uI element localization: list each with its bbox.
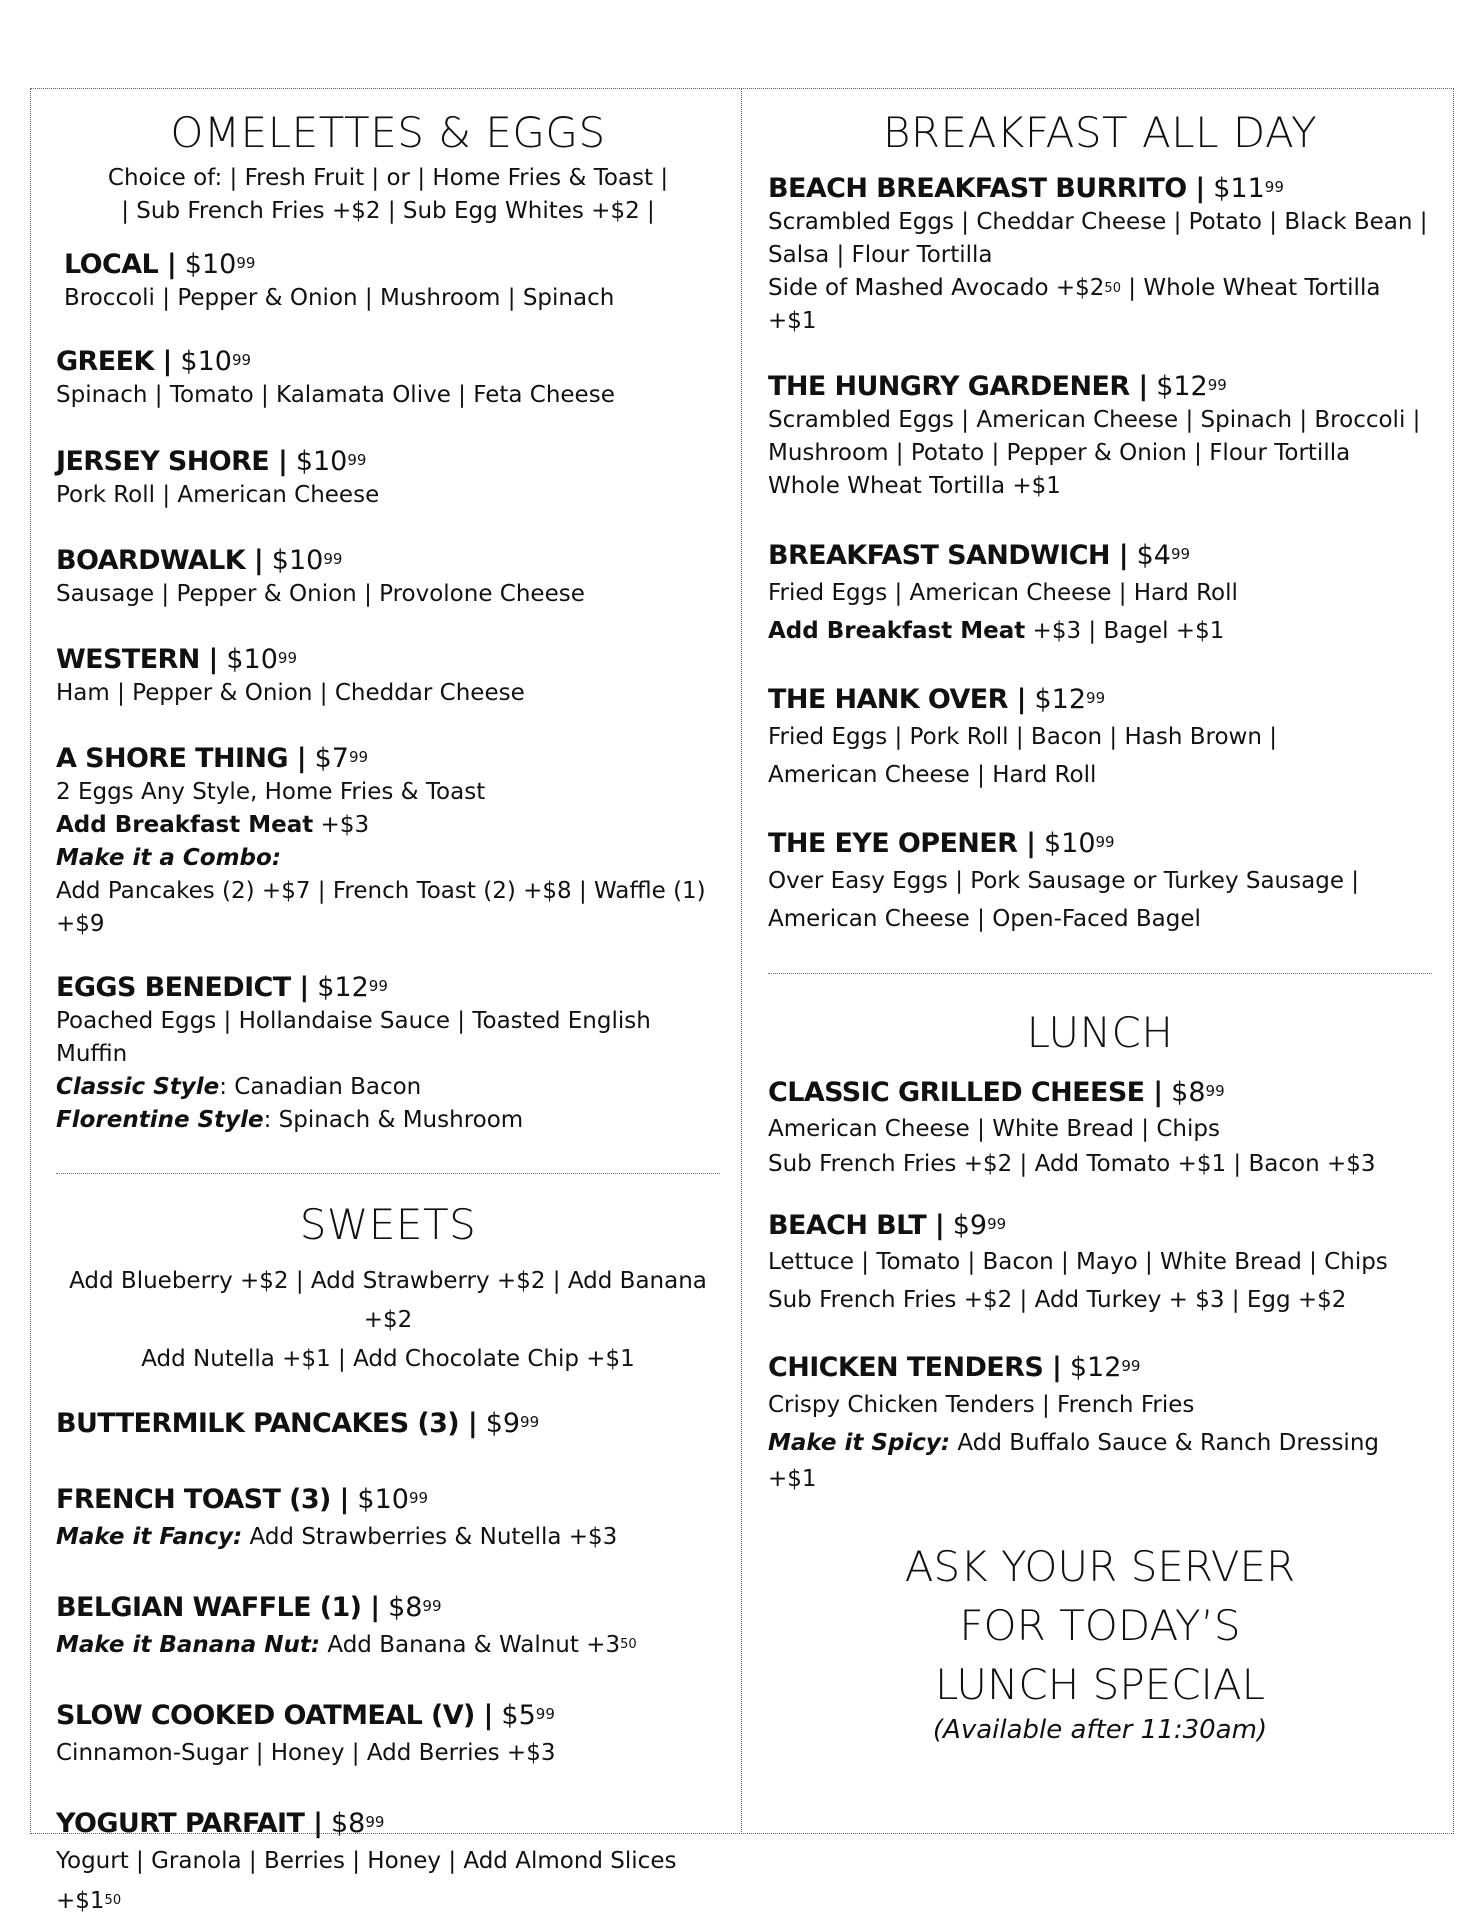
menu-item-eye-opener bbox=[768, 827, 1432, 937]
item-addon: Add Breakfast Meat +$3 | Bagel +$1 bbox=[768, 618, 1225, 645]
menu-item-yogurt-parfait bbox=[56, 1807, 720, 1921]
sweets-addons-line2: Add Nutella +$1 | Add Chocolate Chip +$1 bbox=[141, 1346, 635, 1373]
item-desc-line2: American Cheese | Open-Faced Bagel bbox=[768, 906, 1201, 933]
item-desc: Poached Eggs | Hollandaise Sauce | Toasted English Muffin bbox=[56, 1008, 651, 1068]
menu-item-hank-over bbox=[768, 683, 1432, 793]
menu-item-grilled-cheese bbox=[768, 1076, 1432, 1181]
breakfast-title: BREAKFAST ALL DAY bbox=[882, 108, 1318, 157]
lunch-availability: (Available after 11:30am) bbox=[932, 1715, 1268, 1746]
lunch-special-line3: LUNCH SPECIAL bbox=[934, 1660, 1266, 1710]
omelettes-title: OMELETTES & EGGS bbox=[170, 108, 606, 157]
item-addon: Add Breakfast Meat +$3 bbox=[56, 812, 370, 839]
item-desc-line1: Fried Eggs | American Cheese | Hard Roll bbox=[768, 580, 1238, 607]
florentine-style: Florentine Style: Spinach & Mushroom bbox=[56, 1107, 524, 1134]
item-name: BEACH BLT | bbox=[768, 1210, 945, 1242]
item-name: GREEK | bbox=[56, 346, 172, 378]
menu-item-chicken-tenders bbox=[768, 1351, 1432, 1497]
item-price: $\$12^{99}$ bbox=[1034, 684, 1106, 716]
item-name: BUTTERMILK PANCAKES (3) | bbox=[56, 1408, 478, 1440]
item-name: JERSEY SHORE | bbox=[56, 446, 288, 478]
item-name: YOGURT PARFAIT | bbox=[56, 1808, 323, 1840]
lunch-special-line2: FOR TODAY’S bbox=[959, 1601, 1241, 1651]
item-price: $\$10^{99}$ bbox=[226, 644, 298, 676]
item-price: $\$7^{99}$ bbox=[314, 743, 369, 775]
item-name: BELGIAN WAFFLE (1) | bbox=[56, 1592, 380, 1624]
item-price: $\$8^{99}$ bbox=[388, 1592, 442, 1624]
item-desc-line3: Side of Mashed Avocado $+\$2^{50}$ | Whole Wheat Tortilla +$1 bbox=[768, 275, 1381, 335]
item-name: BEACH BREAKFAST BURRITO | bbox=[768, 173, 1205, 205]
item-spicy: Make it Spicy: Add Buffalo Sauce & Ranch Dressing +$1 bbox=[768, 1430, 1379, 1493]
item-desc-line1: Scrambled Eggs | American Cheese | Spinach | Broccoli | bbox=[768, 407, 1421, 434]
item-price: $\$10^{99}$ bbox=[295, 446, 367, 478]
item-desc: Broccoli | Pepper & Onion | Mushroom | Spinach bbox=[64, 285, 615, 312]
sweets-title: SWEETS bbox=[299, 1200, 477, 1250]
menu-item-hungry-gardener bbox=[768, 370, 1432, 503]
item-price: $\$12^{99}$ bbox=[1069, 1352, 1141, 1384]
menu-item-oatmeal bbox=[56, 1699, 720, 1773]
menu-item-boardwalk bbox=[56, 544, 720, 611]
item-desc: Spinach | Tomato | Kalamata Olive | Feta Cheese bbox=[56, 382, 615, 409]
right-column bbox=[768, 88, 1432, 1746]
item-name: EGGS BENEDICT | bbox=[56, 972, 309, 1004]
menu-item-beach-blt bbox=[768, 1209, 1432, 1319]
item-price: $\$4^{99}$ bbox=[1136, 540, 1191, 572]
item-name: BREAKFAST SANDWICH | bbox=[768, 540, 1128, 572]
item-desc-line1: Lettuce | Tomato | Bacon | Mayo | White Bread | Chips bbox=[768, 1249, 1388, 1276]
item-desc-line1: Over Easy Eggs | Pork Sausage or Turkey Sausage | bbox=[768, 868, 1360, 895]
item-price: $\$10^{99}$ bbox=[271, 545, 343, 577]
item-price: $\$10^{99}$ bbox=[357, 1484, 429, 1516]
item-name: LOCAL | bbox=[64, 249, 177, 281]
item-price: $\$11^{99}$ bbox=[1213, 173, 1284, 205]
item-desc-line1: Fried Eggs | Pork Roll | Bacon | Hash Brown | bbox=[768, 724, 1277, 751]
item-price: $\$10^{99}$ bbox=[184, 249, 256, 281]
item-name: THE HANK OVER | bbox=[768, 684, 1026, 716]
item-name: SLOW COOKED OATMEAL (V) | bbox=[56, 1700, 493, 1732]
item-desc: Pork Roll | American Cheese bbox=[56, 482, 380, 509]
item-name: CLASSIC GRILLED CHEESE | bbox=[768, 1077, 1163, 1109]
item-desc: 2 Eggs Any Style, Home Fries & Toast bbox=[56, 779, 486, 806]
item-desc: Make it Banana Nut: Add Banana & Walnut $+3^{50}$ bbox=[56, 1632, 637, 1659]
omelettes-choice-line2: | Sub French Fries +$2 | Sub Egg Whites +$2 | bbox=[121, 198, 655, 225]
item-desc: Sausage | Pepper & Onion | Provolone Cheese bbox=[56, 581, 585, 608]
item-name: THE EYE OPENER | bbox=[768, 828, 1036, 860]
item-desc-line1: Scrambled Eggs | Cheddar Cheese | Potato | Black Bean | bbox=[768, 209, 1428, 236]
item-name: WESTERN | bbox=[56, 644, 218, 676]
item-price: $\$8^{99}$ bbox=[330, 1808, 385, 1840]
item-desc-line2: Mushroom | Potato | Pepper & Onion | Flour Tortilla bbox=[768, 440, 1351, 467]
item-desc-line3: Whole Wheat Tortilla +$1 bbox=[768, 473, 1061, 500]
menu-item-breakfast-burrito bbox=[768, 172, 1432, 338]
sweets-addons-line1: Add Blueberry +$2 | Add Strawberry +$2 | Add Banana +$2 bbox=[69, 1268, 707, 1334]
combo-label: Make it a Combo: bbox=[56, 845, 282, 872]
item-desc-line1: Crispy Chicken Tenders | French Fries bbox=[768, 1392, 1195, 1419]
item-desc-line2: Sub French Fries +$2 | Add Turkey + $3 | Egg +$2 bbox=[768, 1287, 1347, 1314]
item-name: THE HUNGRY GARDENER | bbox=[768, 371, 1148, 403]
item-price: $\$9^{99}$ bbox=[952, 1210, 1007, 1242]
item-price: $\$8^{99}$ bbox=[1171, 1077, 1225, 1109]
item-desc-line2: American Cheese | Hard Roll bbox=[768, 762, 1097, 789]
item-name: CHICKEN TENDERS | bbox=[768, 1352, 1062, 1384]
lunch-title: LUNCH bbox=[1026, 1008, 1174, 1058]
item-name: BOARDWALK | bbox=[56, 545, 264, 577]
item-desc: Cinnamon-Sugar | Honey | Add Berries +$3 bbox=[56, 1740, 556, 1767]
omelettes-choice-line1: Choice of: | Fresh Fruit | or | Home Fries & Toast | bbox=[107, 165, 669, 192]
left-column bbox=[56, 88, 720, 1921]
item-price: $\$12^{99}$ bbox=[317, 972, 388, 1004]
menu-item-local bbox=[56, 248, 720, 315]
menu-item-french-toast bbox=[56, 1483, 720, 1557]
item-desc-line2: Salsa | Flour Tortilla bbox=[768, 242, 993, 269]
menu-item-eggs-benedict bbox=[56, 971, 720, 1137]
item-name: A SHORE THING | bbox=[56, 743, 307, 775]
classic-style: Classic Style: Canadian Bacon bbox=[56, 1074, 422, 1101]
menu-item-greek bbox=[56, 345, 720, 412]
column-divider bbox=[741, 88, 742, 1834]
menu-item-pancakes bbox=[56, 1407, 720, 1441]
combo-desc: Add Pancakes (2) +$7 | French Toast (2) +$8 | Waffle (1) +$9 bbox=[56, 878, 706, 938]
menu-item-jersey-shore bbox=[56, 445, 720, 512]
item-desc-line2: Sub French Fries +$2 | Add Tomato +$1 | Bacon +$3 bbox=[768, 1151, 1376, 1178]
item-price: $\$9^{99}$ bbox=[485, 1408, 540, 1440]
menu-item-belgian-waffle bbox=[56, 1591, 720, 1665]
item-desc: Yogurt | Granola | Berries | Honey | Add Almond Slices $+\$1^{50}$ bbox=[56, 1848, 677, 1915]
item-price: $\$10^{99}$ bbox=[1043, 828, 1115, 860]
menu-item-shore-thing bbox=[56, 742, 720, 941]
menu-item-western bbox=[56, 643, 720, 710]
menu-item-breakfast-sandwich bbox=[768, 539, 1432, 649]
item-desc: Make it Fancy: Add Strawberries & Nutella +$3 bbox=[56, 1524, 618, 1551]
item-price: $\$10^{99}$ bbox=[180, 346, 252, 378]
item-desc: Ham | Pepper & Onion | Cheddar Cheese bbox=[56, 680, 525, 707]
item-name: FRENCH TOAST (3) | bbox=[56, 1484, 349, 1516]
lunch-special-line1: ASK YOUR SERVER bbox=[904, 1542, 1296, 1592]
item-desc-line1: American Cheese | White Bread | Chips bbox=[768, 1116, 1220, 1143]
item-price: $\$5^{99}$ bbox=[501, 1700, 555, 1732]
item-price: $\$12^{99}$ bbox=[1156, 371, 1227, 403]
